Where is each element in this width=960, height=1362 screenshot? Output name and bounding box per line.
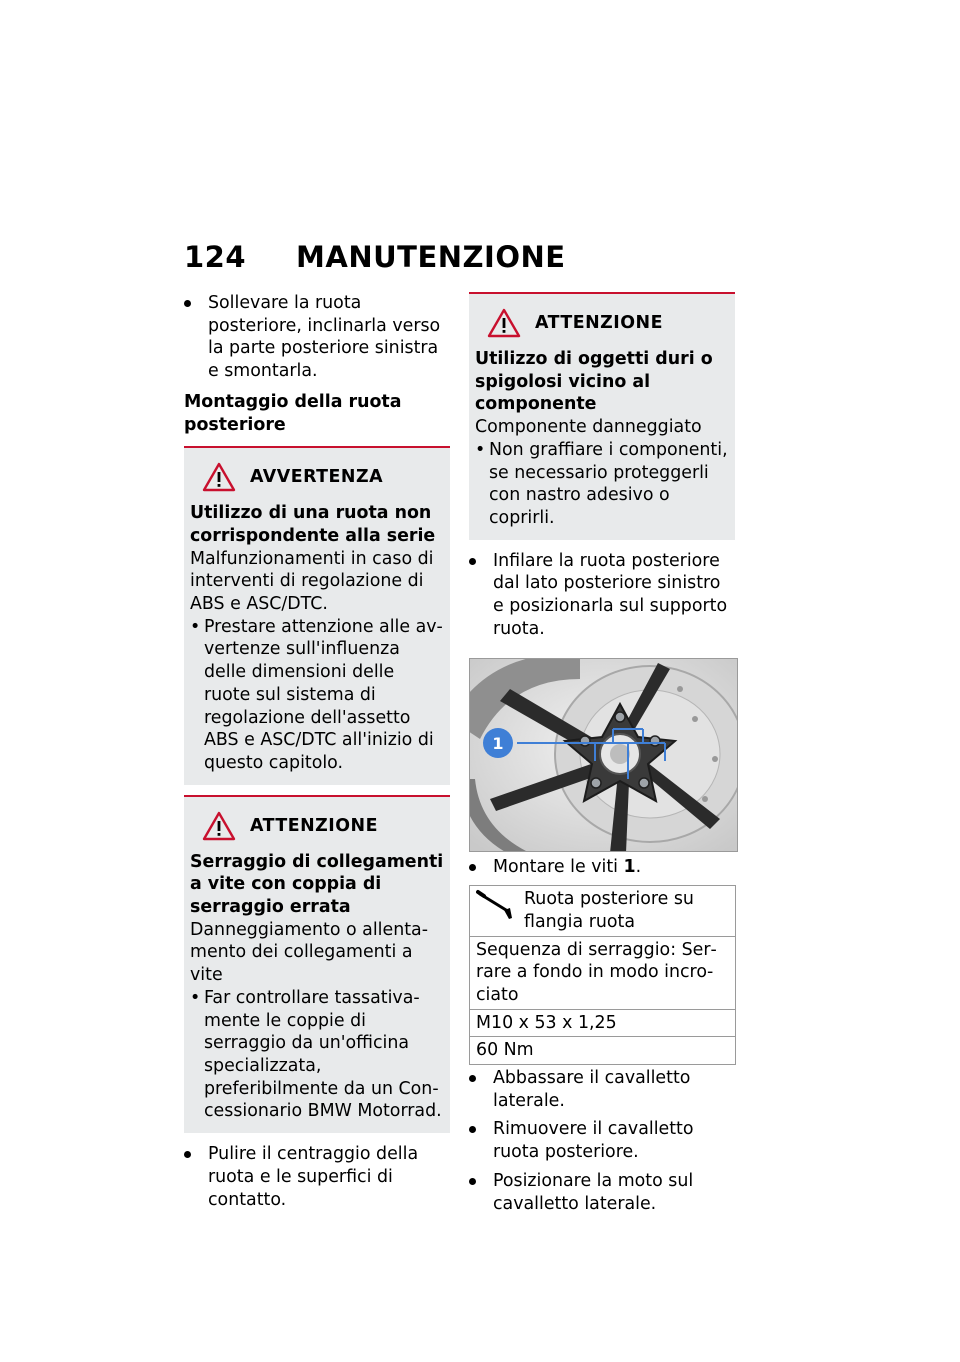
- warning-box-avvertenza: [184, 446, 450, 784]
- warning-title: AVVERTENZA: [250, 467, 384, 488]
- instruction-lower-side-stand: Abbassare il cavalletto laterale.: [469, 1067, 735, 1112]
- table-row: [470, 936, 736, 1009]
- instruction-text: Montare le viti: [493, 857, 624, 878]
- warning-effect: Malfunzionamenti in caso di interventi di regolazione di ABS e ASC/DTC.: [190, 548, 434, 615]
- wheel-hub-illustration: [469, 658, 738, 852]
- warning-effect: Componente danneggiato: [475, 417, 702, 438]
- left-column: [184, 292, 450, 1217]
- instruction-punctuation: .: [635, 857, 642, 878]
- torque-location: Ruota posteriore su flangia ruota: [524, 889, 694, 932]
- warning-box-attenzione-torque: [184, 795, 450, 1133]
- torque-thread-cell: M10 x 53 x 1,25: [470, 1009, 736, 1037]
- warning-box-attenzione-component: [469, 292, 735, 540]
- warning-triangle-icon: [487, 308, 521, 338]
- instruction-install-bolts: [469, 856, 735, 879]
- warning-title: ATTENZIONE: [535, 313, 663, 333]
- instruction-remove-rear-stand: Rimuovere il cavalletto ruota posteriore.: [469, 1118, 735, 1163]
- right-column: [469, 292, 735, 1221]
- wheel-hub-drawing: [470, 659, 738, 852]
- torque-heading-cell: [470, 886, 736, 936]
- warning-remedy: • Non graffiare i componenti, se necessario proteggerli con nastro adesivo o coprirli.: [475, 439, 729, 530]
- warning-cause: Serraggio di collegamenti a vite con coppia di serraggio errata: [190, 851, 444, 918]
- torque-wrench-icon: [476, 888, 516, 922]
- warning-cause: Utilizzo di una ruota non corrispondente alla serie: [190, 503, 436, 546]
- instruction-insert-wheel: Infilare la ruota posteriore dal lato posteriore sinistro e posizionarla sul supporto ruota.: [469, 550, 735, 641]
- warning-triangle-icon: [202, 462, 236, 492]
- callout-1-label: 1: [492, 734, 504, 754]
- table-row: [470, 886, 736, 936]
- warning-effect: Danneggiamento o allentamento dei collegamenti a vite: [190, 919, 428, 986]
- torque-spec-table: [469, 885, 736, 1065]
- warning-box-header: [190, 811, 444, 841]
- warning-remedy: • Far controllare tassativamente le coppie di serraggio da un'officina specializzata, preferibilmente da un Concessionario BMW Motorrad.: [190, 987, 444, 1123]
- warning-box-header: [475, 308, 729, 338]
- table-row: [470, 1037, 736, 1065]
- torque-value-cell: 60 Nm: [470, 1037, 736, 1065]
- subheading-mount-rear-wheel: Montaggio della ruota posteriore: [184, 391, 402, 435]
- table-row: [470, 1009, 736, 1037]
- warning-remedy: • Prestare attenzione alle avvertenze sull'influenza delle dimensioni delle ruote sul sistema di regolazione dell'assetto ABS e ASC/DTC all'inizio di questo capitolo.: [190, 616, 444, 775]
- warning-cause: Utilizzo di oggetti duri o spigolosi vicino al componente: [475, 349, 713, 415]
- warning-box-header: [190, 462, 444, 492]
- section-title: MANUTENZIONE: [296, 240, 566, 274]
- warning-title: ATTENZIONE: [250, 815, 378, 836]
- instruction-position-on-side-stand: Posizionare la moto sul cavalletto laterale.: [469, 1170, 735, 1215]
- page-number: 124: [184, 240, 247, 274]
- warning-triangle-icon: [202, 811, 236, 841]
- torque-sequence-cell: Sequenza di serraggio: Serrare a fondo in modo incrociato: [470, 936, 736, 1009]
- callout-reference: 1: [623, 857, 636, 878]
- page-header: [184, 240, 566, 274]
- instruction-lift-wheel: Sollevare la ruota posteriore, inclinarla verso la parte posteriore sinistra e smontarla.: [184, 292, 450, 383]
- instruction-clean-centering: Pulire il centraggio della ruota e le superfici di contatto.: [184, 1143, 450, 1211]
